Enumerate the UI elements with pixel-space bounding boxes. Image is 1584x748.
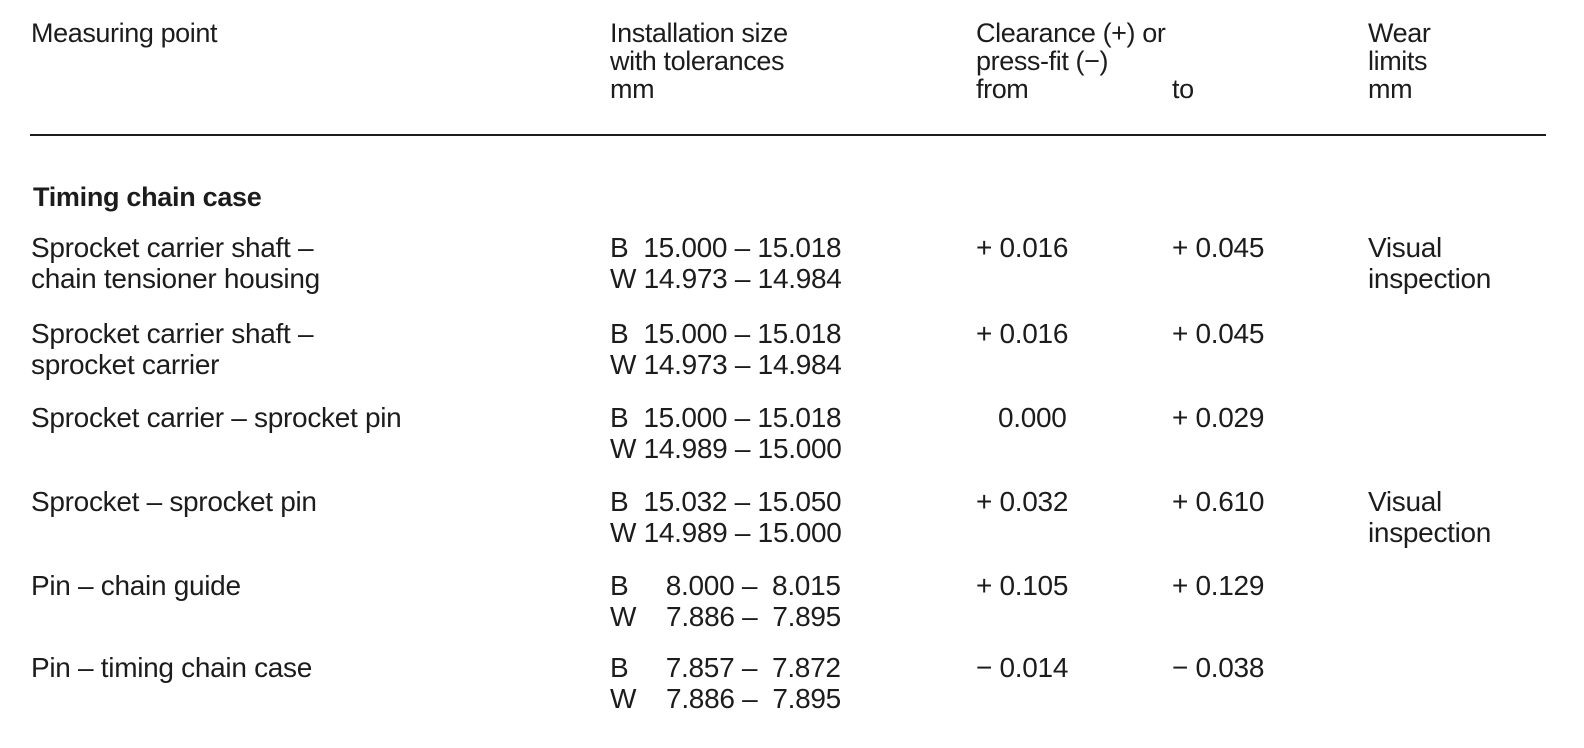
row-1-shaft-value: W 14.973 – 14.984 <box>610 263 842 294</box>
table-row-4-tolerance <box>610 486 842 548</box>
table-row-3-point: Sprocket carrier – sprocket pin <box>31 402 402 433</box>
row-6-shaft-value: W 7.886 – 7.895 <box>610 683 841 714</box>
row-4-wear-line-1: Visual <box>1368 486 1442 517</box>
row-2-point-line-2: sprocket carrier <box>31 349 220 380</box>
header-wear-limits <box>1368 19 1430 103</box>
row-1-bore-value: B 15.000 – 15.018 <box>610 232 842 263</box>
row-1-wear-line-2: inspection <box>1368 263 1492 294</box>
row-4-wear-line-2: inspection <box>1368 517 1492 548</box>
table-row-3-to: + 0.029 <box>1172 402 1265 433</box>
header-installation-size-line-2: with tolerances <box>610 46 785 76</box>
header-installation-size-line-1: Installation size <box>610 18 788 48</box>
table-row-4-to: + 0.610 <box>1172 486 1265 517</box>
table-row-6-point: Pin – timing chain case <box>31 652 313 683</box>
table-row-5-point: Pin – chain guide <box>31 570 241 601</box>
header-to: to <box>1172 74 1194 104</box>
section-title: Timing chain case <box>33 182 262 212</box>
table-row-2-to: + 0.045 <box>1172 318 1265 349</box>
table-row-5-tolerance <box>610 570 841 632</box>
table-row-6-tolerance <box>610 652 841 714</box>
header-divider <box>30 134 1546 136</box>
header-clearance <box>976 19 1165 75</box>
table-row-4-from: + 0.032 <box>976 486 1069 517</box>
header-installation-size <box>610 19 788 103</box>
table-row-3-from: 0.000 <box>998 402 1067 433</box>
row-4-bore-value: B 15.032 – 15.050 <box>610 486 842 517</box>
row-2-point-line-1: Sprocket carrier shaft – <box>31 318 314 349</box>
table-row-2-from: + 0.016 <box>976 318 1069 349</box>
row-1-wear-line-1: Visual <box>1368 232 1442 263</box>
row-1-point-line-1: Sprocket carrier shaft – <box>31 232 314 263</box>
header-measuring-point: Measuring point <box>31 18 218 48</box>
row-2-bore-value: B 15.000 – 15.018 <box>610 318 842 349</box>
row-5-bore-value: B 8.000 – 8.015 <box>610 570 841 601</box>
table-row-5-from: + 0.105 <box>976 570 1069 601</box>
table-row-1-from: + 0.016 <box>976 232 1069 263</box>
table-row-6-from: − 0.014 <box>976 652 1069 683</box>
header-clearance-line-1: Clearance (+) or <box>976 18 1166 48</box>
table-row-1-wear <box>1368 232 1491 294</box>
table-row-1-tolerance <box>610 232 842 294</box>
row-4-shaft-value: W 14.989 – 15.000 <box>610 517 842 548</box>
header-installation-size-line-3: mm <box>610 74 655 104</box>
header-clearance-line-2: press-fit (−) <box>976 46 1109 76</box>
table-row-5-to: + 0.129 <box>1172 570 1265 601</box>
row-2-shaft-value: W 14.973 – 14.984 <box>610 349 842 380</box>
row-3-bore-value: B 15.000 – 15.018 <box>610 402 842 433</box>
row-3-shaft-value: W 14.989 – 15.000 <box>610 433 842 464</box>
header-wear-limits-line-2: limits <box>1368 46 1428 76</box>
table-row-2-point <box>31 318 313 380</box>
table-row-1-point <box>31 232 320 294</box>
row-6-bore-value: B 7.857 – 7.872 <box>610 652 841 683</box>
table-row-4-wear <box>1368 486 1491 548</box>
header-from: from <box>976 74 1029 104</box>
row-5-shaft-value: W 7.886 – 7.895 <box>610 601 841 632</box>
table-row-1-to: + 0.045 <box>1172 232 1265 263</box>
header-wear-limits-line-1: Wear <box>1368 18 1431 48</box>
row-1-point-line-2: chain tensioner housing <box>31 263 320 294</box>
table-row-3-tolerance <box>610 402 842 464</box>
table-row-6-to: − 0.038 <box>1172 652 1265 683</box>
table-row-4-point: Sprocket – sprocket pin <box>31 486 317 517</box>
table-row-2-tolerance <box>610 318 842 380</box>
header-wear-limits-line-3: mm <box>1368 74 1413 104</box>
